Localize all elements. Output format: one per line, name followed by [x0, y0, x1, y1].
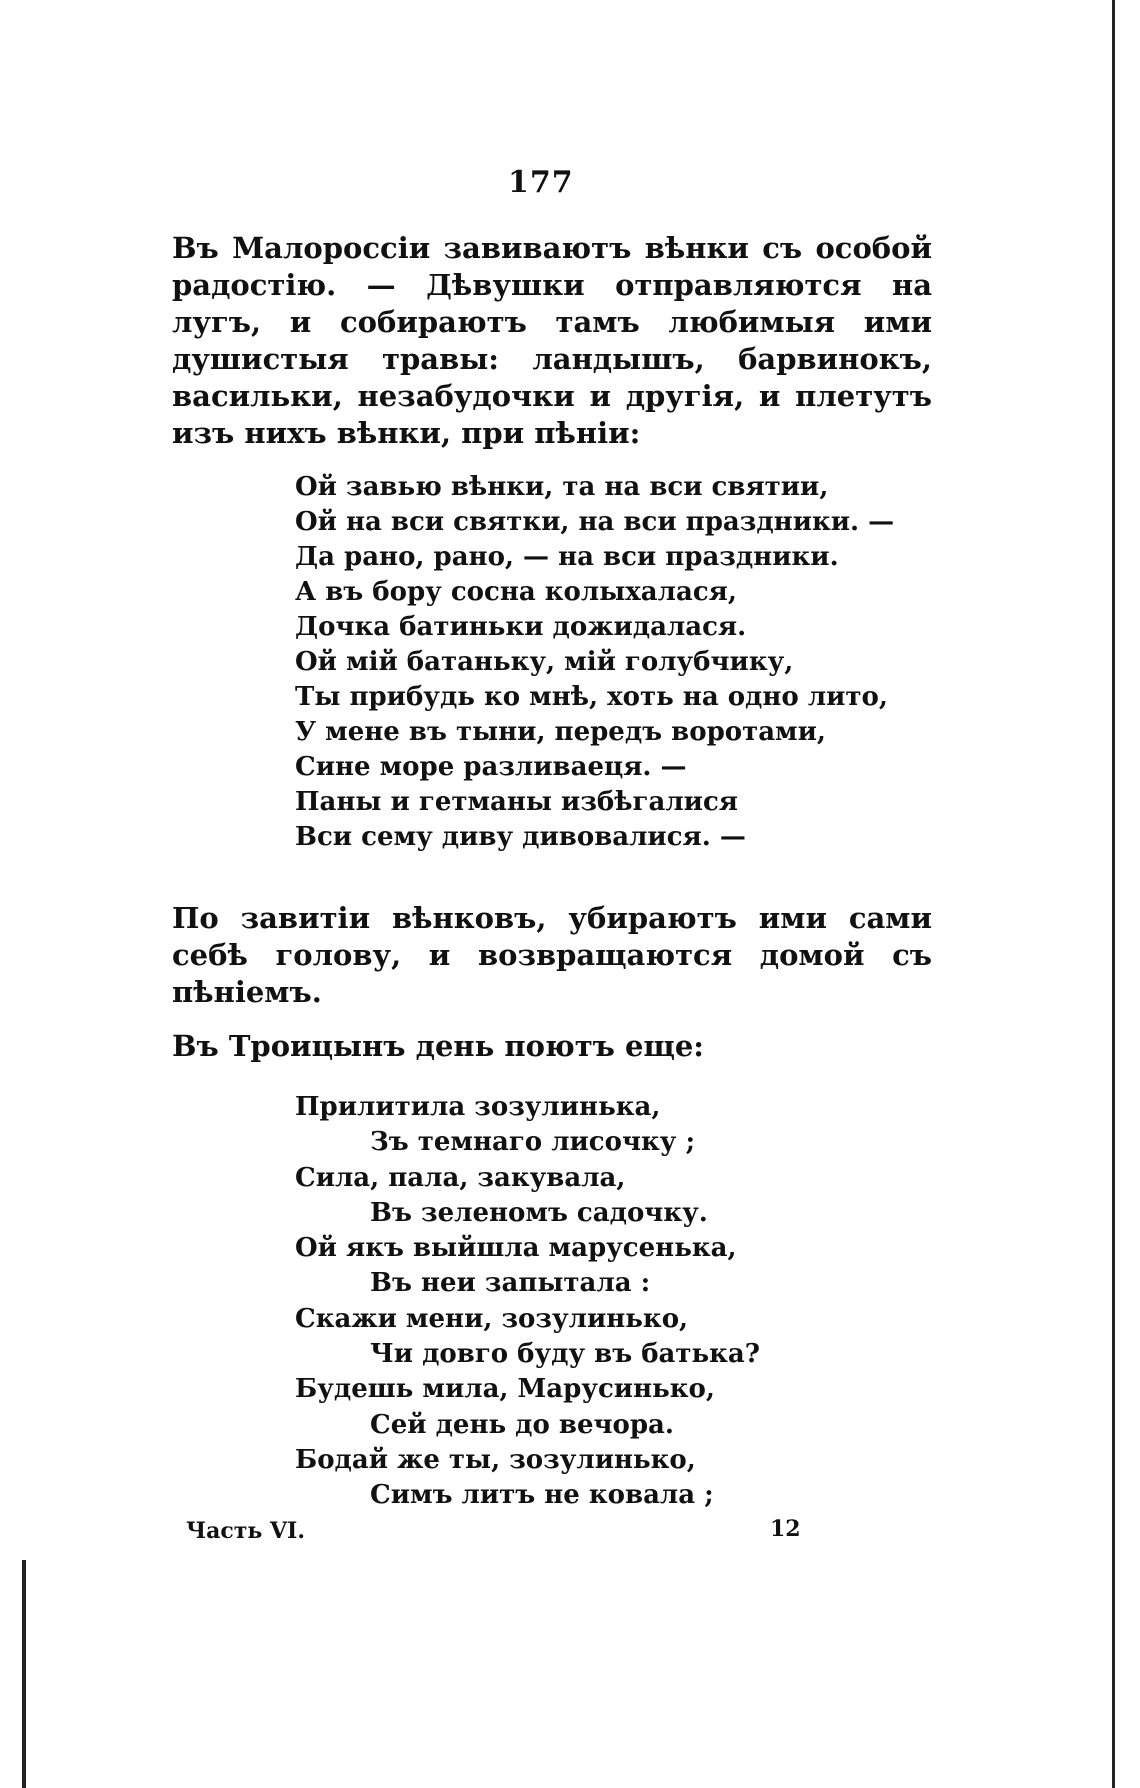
poem-line: Ой на вси святки, на вси праздники. — — [295, 507, 895, 537]
poem-line: А въ бору сосна колыхалася, — [295, 577, 737, 607]
poem-line: Дочка батиньки дожидалася. — [295, 612, 747, 642]
poem-line: Скажи мени, зозулинько, — [295, 1303, 689, 1334]
footer-part-label: Часть VI. — [186, 1518, 305, 1544]
paragraph-trinity-day: Въ Троицынъ день поютъ еще: — [172, 1029, 705, 1063]
binding-shadow — [22, 1560, 26, 1788]
page-edge-rule — [1112, 0, 1115, 1788]
page-number: 177 — [508, 165, 574, 200]
poem-line: Ой завью вѣнки, та на вси святии, — [295, 472, 829, 502]
poem-line: Въ неи запытала : — [370, 1268, 651, 1299]
poem-line: Сей день до вечора. — [370, 1409, 674, 1440]
poem-line: Зъ темнаго лисочку ; — [370, 1127, 696, 1158]
poem-cuckoo-song — [295, 1090, 760, 1514]
footer-signature-mark: 12 — [770, 1516, 801, 1542]
poem-line: Ой якъ выйшла марусенька, — [295, 1233, 737, 1264]
poem-line: Чи довго буду въ батька? — [370, 1339, 761, 1370]
poem-line: Сила, пала, закувала, — [295, 1162, 626, 1193]
poem-line: Будешь мила, Марусинько, — [295, 1374, 715, 1405]
poem-line: Ты прибудь ко мнѣ, хоть на одно лито, — [295, 682, 888, 712]
poem-line: Сине море разливаеця. — — [295, 752, 687, 782]
poem-line: Ой мій батаньку, мій голубчику, — [295, 647, 794, 677]
poem-line: Да рано, рано, — на вси праздники. — [295, 542, 839, 572]
poem-line: Симъ литъ не ковала ; — [370, 1480, 714, 1511]
poem-line: Прилитила зозулинька, — [295, 1092, 661, 1122]
poem-line: Бодай же ты, зозулинько, — [295, 1444, 696, 1475]
poem-line: Вси сему диву дивовалися. — — [295, 822, 746, 852]
paragraph-intro: Въ Малороссіи завиваютъ вѣнки съ особой радостію. — Дѣвушки отправляются на лугъ, и собираютъ тамъ любимыя ими душистыя травы: ландышъ, барвинокъ, васильки, незабудочки и другія, и плетутъ изъ нихъ вѣнки, при пѣніи: — [172, 231, 932, 450]
poem-line: Паны и гетманы избѣгалися — [295, 787, 738, 817]
poem-wreath-song — [295, 470, 894, 855]
paragraph-after-wreaths: По завитіи вѣнковъ, убираютъ ими сами себѣ голову, и возвращаются домой съ пѣніемъ. — [172, 901, 932, 1009]
poem-line: У мене въ тыни, передъ воротами, — [295, 717, 826, 747]
poem-line: Въ зеленомъ садочку. — [370, 1197, 708, 1228]
